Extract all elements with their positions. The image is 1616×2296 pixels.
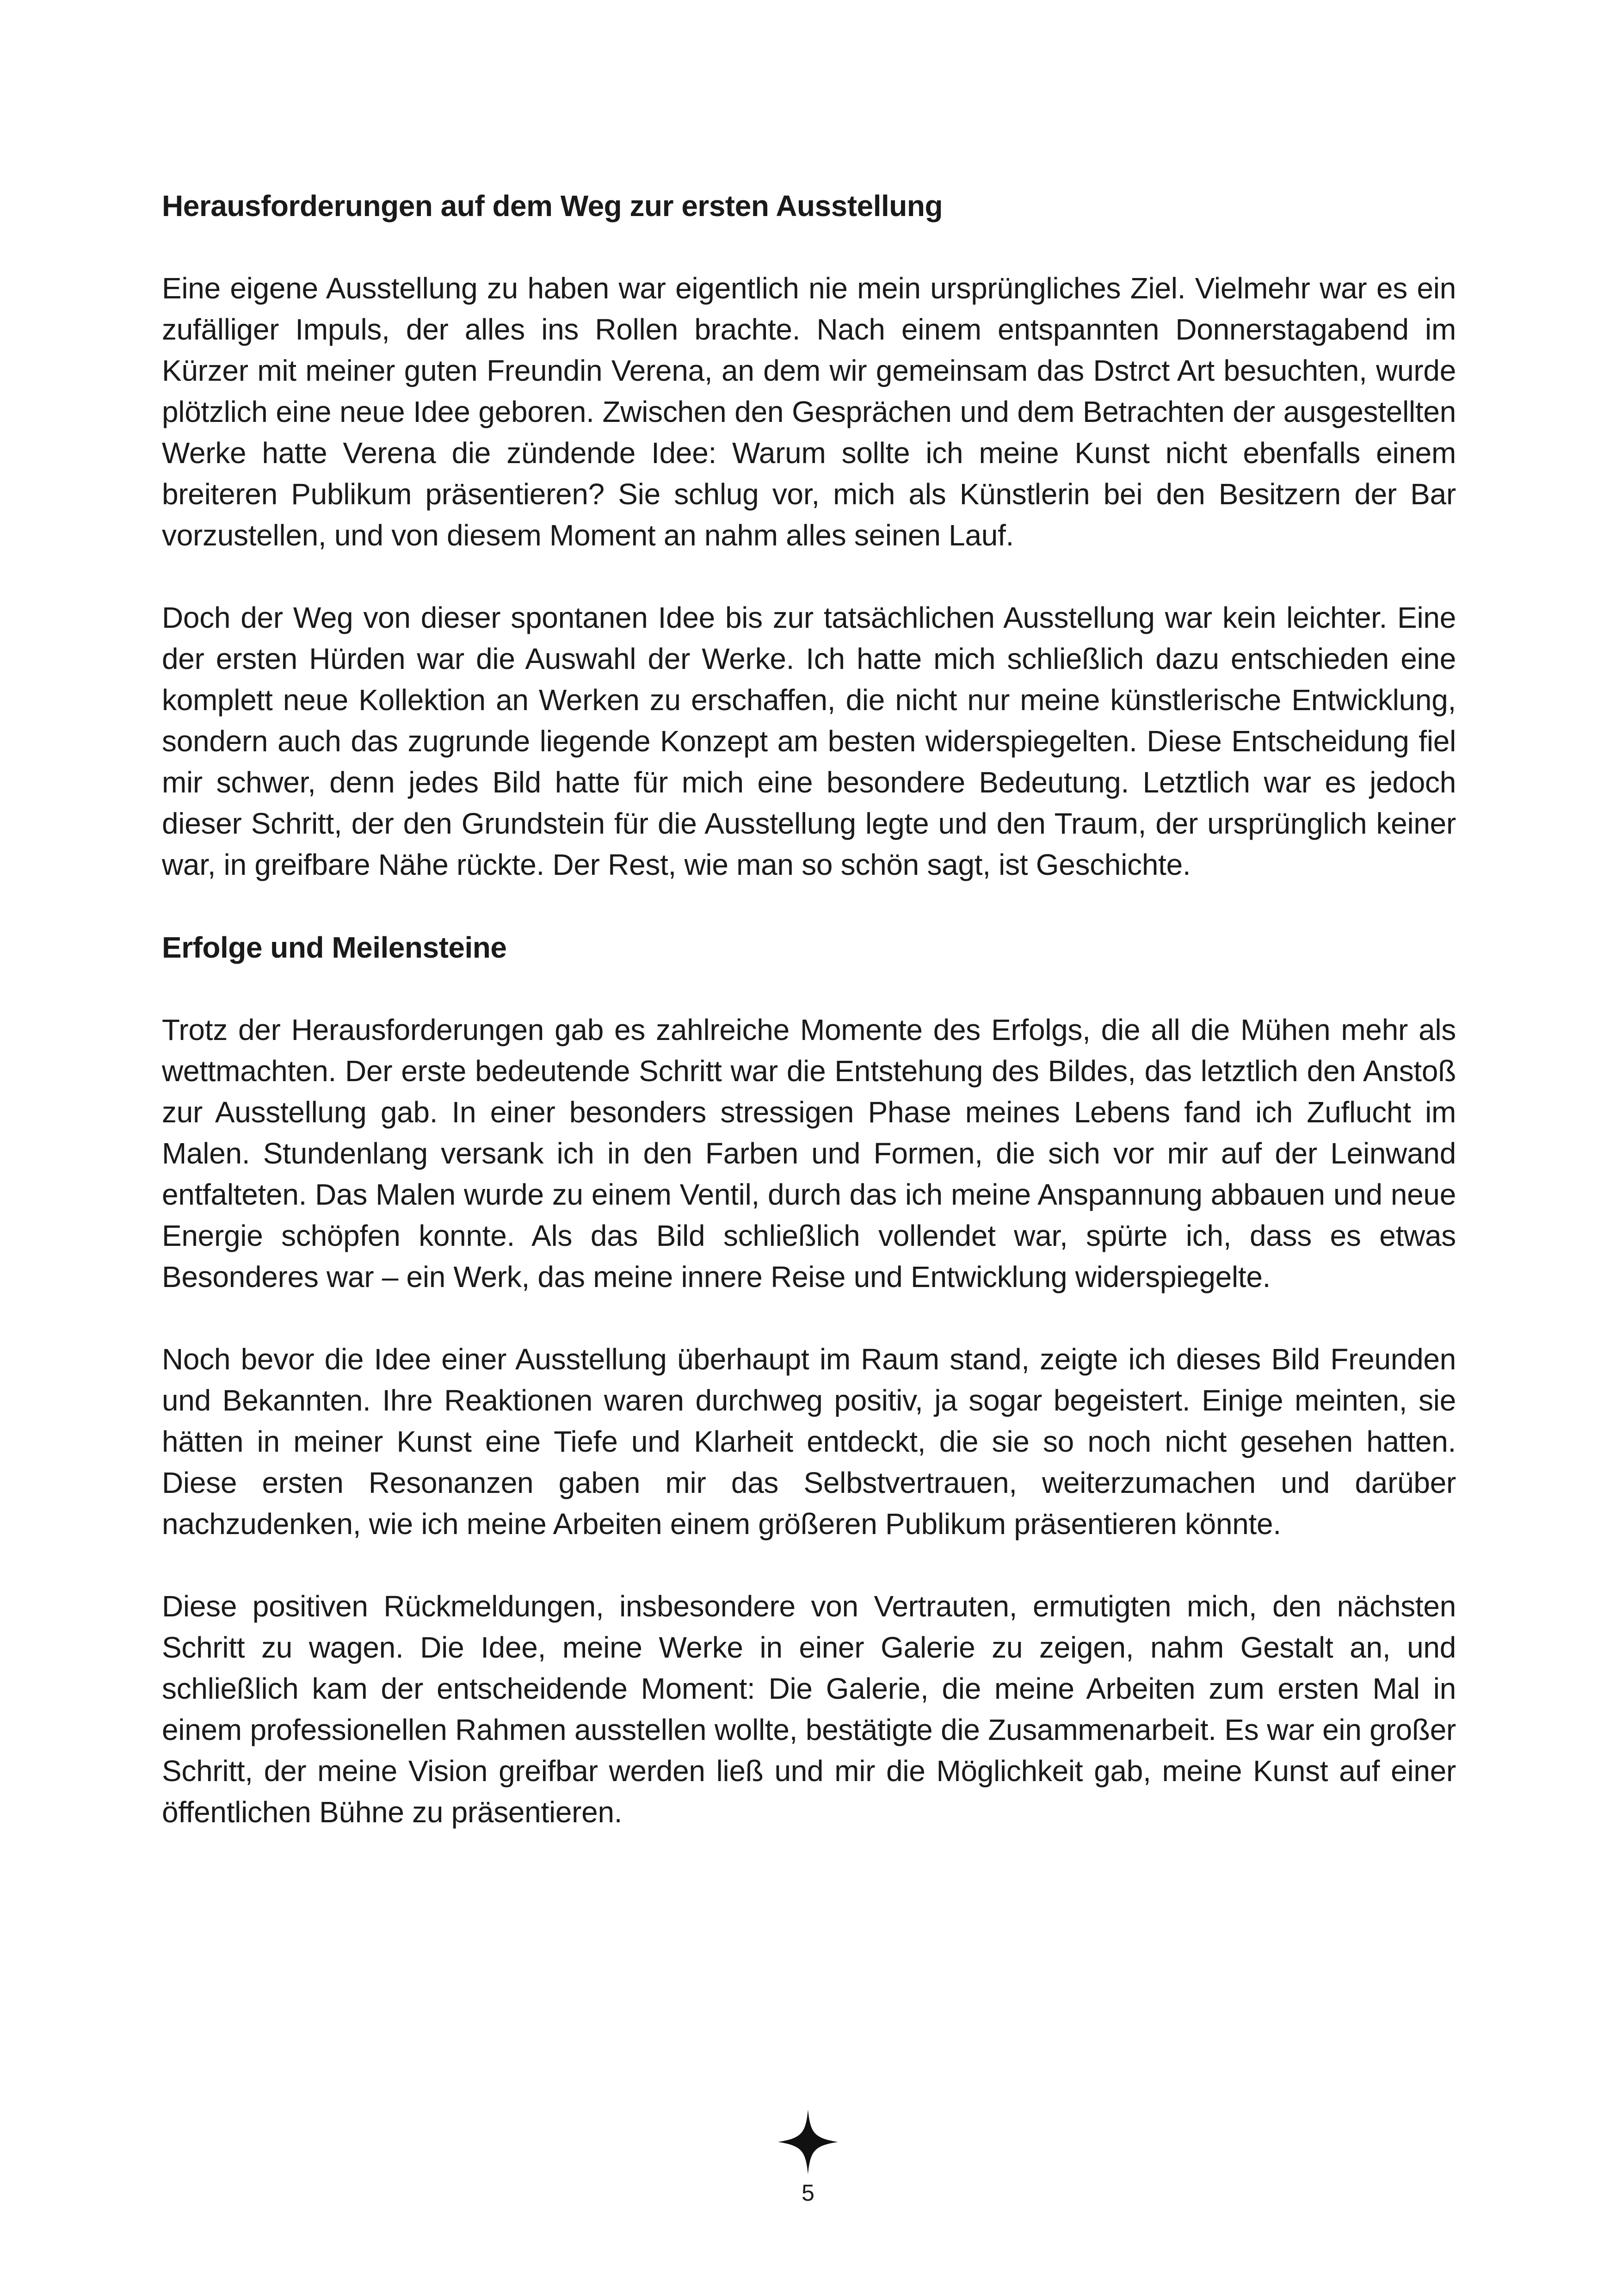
document-page <box>162 185 1456 1833</box>
paragraph: Eine eigene Ausstellung zu haben war eigentlich nie mein ursprüngliches Ziel. Vielmehr war es ein zufälliger Impuls, der alles ins Rollen brachte. Nach einem entspannten Donnerstagabend im Kürzer mit meiner guten Freundin Verena, an dem wir gemeinsam das Dstrct Art besuchten, wurde plötzlich eine neue Idee geboren. Zwischen den Gesprächen und dem Betrachten der ausgestellten Werke hatte Verena die zündende Idee: Warum sollte ich meine Kunst nicht ebenfalls einem breiteren Publikum präsentieren? Sie schlug vor, mich als Künstlerin bei den Besitzern der Bar vorzustellen, und von diesem Moment an nahm alles seinen Lauf. <box>162 272 1456 552</box>
section-heading-successes: Erfolge und Meilensteine <box>162 931 507 964</box>
four-point-star-icon <box>778 2110 838 2174</box>
paragraph: Trotz der Herausforderungen gab es zahlreiche Momente des Erfolgs, die all die Mühen mehr als wettmachten. Der erste bedeutende Schritt war die Entstehung des Bildes, das letztlich den Anstoß zur Ausstellung gab. In einer besonders stressigen Phase meines Lebens fand ich Zuflucht im Malen. Stundenlang versank ich in den Farben und Formen, die sich vor mir auf der Leinwand entfalteten. Das Malen wurde zu einem Ventil, durch das ich meine Anspannung abbauen und neue Energie schöpfen konnte. Als das Bild schließlich vollendet war, spürte ich, dass es etwas Besonderes war – ein Werk, das meine innere Reise und Entwicklung widerspiegelte. <box>162 1013 1456 1293</box>
paragraph: Doch der Weg von dieser spontanen Idee bis zur tatsächlichen Ausstellung war kein leichter. Eine der ersten Hürden war die Auswahl der Werke. Ich hatte mich schließlich dazu entschieden eine komplett neue Kollektion an Werken zu erschaffen, die nicht nur meine künstlerische Entwicklung, sondern auch das zugrunde liegende Konzept am besten widerspiegelten. Diese Entscheidung fiel mir schwer, denn jedes Bild hatte für mich eine besondere Bedeutung. Letztlich war es jedoch dieser Schritt, der den Grundstein für die Ausstellung legte und den Traum, der ursprünglich keiner war, in greifbare Nähe rückte. Der Rest, wie man so schön sagt, ist Geschichte. <box>162 601 1456 881</box>
page-footer <box>0 2110 1616 2207</box>
page-number: 5 <box>802 2180 814 2206</box>
paragraph: Diese positiven Rückmeldungen, insbesondere von Vertrauten, ermutigten mich, den nächsten Schritt zu wagen. Die Idee, meine Werke in einer Galerie zu zeigen, nahm Gestalt an, und schließlich kam der entscheidende Moment: Die Galerie, die meine Arbeiten zum ersten Mal in einem professionellen Rahmen ausstellen wollte, bestätigte die Zusammenarbeit. Es war ein großer Schritt, der meine Vision greifbar werden ließ und mir die Möglichkeit gab, meine Kunst auf einer öffentlichen Bühne zu präsentieren. <box>162 1590 1456 1829</box>
section-heading-challenges: Herausforderungen auf dem Weg zur ersten Ausstellung <box>162 189 943 223</box>
paragraph: Noch bevor die Idee einer Ausstellung überhaupt im Raum stand, zeigte ich dieses Bild Freunden und Bekannten. Ihre Reaktionen waren durchweg positiv, ja sogar begeistert. Einige meinten, sie hätten in meiner Kunst eine Tiefe und Klarheit entdeckt, die sie so noch nicht gesehen hatten. Diese ersten Resonanzen gaben mir das Selbstvertrauen, weiterzumachen und darüber nachzudenken, wie ich meine Arbeiten einem größeren Publikum präsentieren könnte. <box>162 1343 1456 1541</box>
